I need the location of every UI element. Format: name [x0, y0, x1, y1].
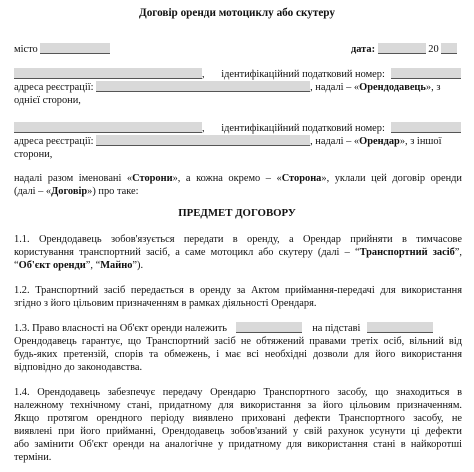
p14-line6: терміни. [14, 452, 52, 463]
intro-text-2c: ») про таке: [87, 186, 139, 197]
party1-role-close: », з [425, 82, 441, 93]
p11-line1: 1.1. Орендодавець зобов'язується передати в оренду, а Орендар прийняти в тимчасове [14, 234, 462, 245]
intro-text-e: », уклали цей договір оренди [321, 173, 462, 184]
intro-contract-term: Договір [51, 186, 88, 197]
p13-line4: відповідно до законодавства. [14, 362, 143, 373]
section-title: ПРЕДМЕТ ДОГОВОРУ [178, 207, 296, 219]
p11-line2 [14, 246, 462, 259]
p13-text-1a: 1.3. Право власності на Об'єкт оренди належить [14, 323, 227, 334]
p11-object-term: Об'єкт оренди [18, 260, 86, 271]
party1-address-field[interactable] [96, 81, 310, 92]
date-label: дата: [351, 44, 376, 55]
intro-parties-term: Сторони [132, 173, 173, 184]
city-field[interactable] [40, 43, 110, 54]
p11-text-2c: ”, [454, 247, 462, 258]
party1-after-label: , надалі – « [310, 82, 360, 93]
party2-role: Орендар [359, 136, 400, 147]
p14-line4: виявлені при його прийманні, Орендодавець зобов'язаний у свій рахунок усунути ці дефекти [14, 426, 462, 437]
p13-text-1b: на підставі [312, 323, 361, 334]
p13-line2: Орендодавець гарантує, що Транспортний засіб не обтяжений правами третіх осіб, вільний від [14, 336, 462, 347]
p11-line3 [14, 259, 462, 272]
party2-name-field[interactable] [14, 122, 202, 133]
p11-property-term: Майно [100, 260, 133, 271]
p11-text-3e: ”). [132, 260, 144, 271]
p11-text-3a: “ [14, 260, 19, 271]
party2-address-field[interactable] [96, 135, 310, 146]
p13-owner-field[interactable] [236, 322, 302, 333]
party2-address-label: адреса реєстрації: [14, 136, 94, 147]
party1-tax-field[interactable] [391, 68, 461, 79]
party2-side: сторони, [14, 149, 53, 160]
p12-line1: 1.2. Транспортний засіб передається в оренду за Актом приймання-передачі для використання [14, 285, 462, 296]
p13-basis-field[interactable] [367, 322, 433, 333]
city-row [14, 43, 110, 56]
party1-role: Орендодавець [359, 82, 426, 93]
party2-line2 [14, 135, 462, 148]
party1-tax-label: ідентифікаційний податковий номер: [221, 69, 385, 80]
p14-line1: 1.4. Орендодавець забезпечує передачу Орендарю Транспортного засобу, що знаходиться в [14, 387, 462, 398]
city-label: місто [14, 44, 38, 55]
p13-line3: будь-яких претензій, спорів та обмежень, і має всі необхідні дозволи для його використання [14, 349, 462, 360]
p14-line5: або замінити Об'єкт оренди на аналогічне у придатному для використання стані в найкоротші [14, 439, 462, 450]
party2-line1 [14, 122, 462, 135]
party2-sep: , [202, 123, 205, 134]
p13-line1 [14, 322, 462, 335]
p14-line3: Якщо протягом орендного періоду виявлено приховані дефекти Транспортного засобу, не [14, 413, 462, 424]
p12-line2: згідно з його цільовим призначенням в рамках діяльності Орендаря. [14, 298, 317, 309]
party1-address-label: адреса реєстрації: [14, 82, 94, 93]
intro-party-term: Сторона [281, 173, 322, 184]
party1-line3 [14, 94, 462, 107]
party2-tax-field[interactable] [391, 122, 461, 133]
party2-after-label: , надалі – « [310, 136, 360, 147]
p14-line2: належному технічному стані, придатному для використання за його цільовим призначенням. [14, 400, 462, 411]
p11-text-2a: користування транспортний засіб, а саме мотоцикл або скутеру (далі – “ [14, 247, 360, 258]
party1-line2 [14, 81, 462, 94]
date-year-field[interactable] [441, 43, 457, 54]
party2-tax-label: ідентифікаційний податковий номер: [221, 123, 385, 134]
party1-line1 [14, 68, 462, 81]
intro-text-2a: (далі – « [14, 186, 52, 197]
intro-text-a: надалі разом іменовані « [14, 173, 133, 184]
party1-sep: , [202, 69, 205, 80]
date-field[interactable] [378, 43, 426, 54]
party1-name-field[interactable] [14, 68, 202, 79]
intro-line2 [14, 185, 462, 198]
intro-text-c: », а кожна окремо – « [172, 173, 282, 184]
date-year-prefix: 20 [428, 44, 439, 55]
party1-side: однієї сторони, [14, 95, 81, 106]
p11-text-3c: ”, “ [85, 260, 101, 271]
date-row [351, 43, 457, 56]
party2-role-close: », з іншої [399, 136, 442, 147]
intro-line1 [14, 172, 462, 185]
p11-vehicle-term: Транспортний засіб [359, 247, 455, 258]
document-title: Договір оренди мотоциклу або скутеру [139, 7, 335, 19]
party2-line3 [14, 148, 462, 161]
